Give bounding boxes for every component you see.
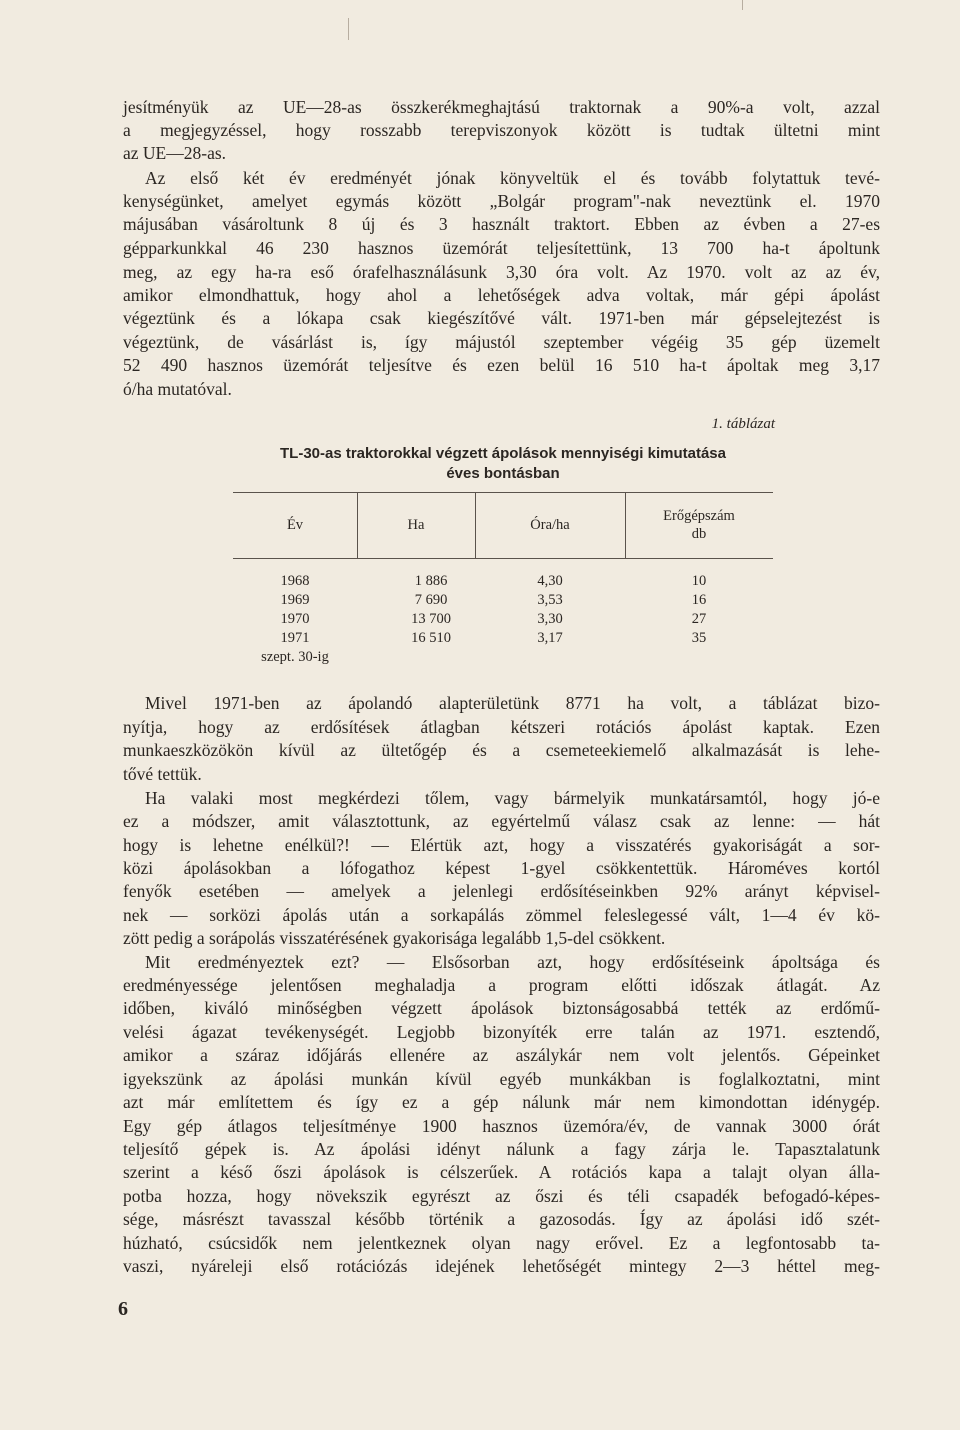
text-line: Ha valaki most megkérdezi tőlem, vagy bármelyik munkatársamtól, hogy jó-e [145,788,880,808]
text-line: Az első két év eredményét jónak könyveltük el és tovább folytattuk tevé- [145,168,880,188]
table-cell: 1969 [280,592,310,608]
scan-mark [348,18,349,40]
table-cell: 7 690 [414,592,448,608]
text-line: közi ápolásokban a lófogathoz képest 1-gyel csökkentettük. Hároméves kortól [123,858,880,878]
header-erogepszam [625,492,773,558]
table-cell: 3,30 [537,611,563,627]
header-ha: Ha [407,517,425,533]
table-header-rule [233,558,773,559]
table-cell: 1970 [280,611,310,627]
column-erogepszam [625,572,773,648]
table-cell: 1968 [280,573,310,589]
text-line: Egy gép átlagos teljesítménye 1900 hasznos üzemóra/év, de vannak 3000 órát [123,1116,880,1136]
text-line: végeztünk és a lókapa csak kiegészítővé vált. 1971-ben már gépselejtezést is [123,308,880,328]
text-line: húzható, csúcsidők nem jelentkeznek olyan nagy erővel. Ez a legfontosabb ta- [123,1233,880,1253]
text-line: amikor elmondhattuk, hogy ahol a lehetőségek adva voltak, már gépi ápolást [123,285,880,305]
text-line: nek — sorközi ápolás után a sorkapálás zömmel feleslegessé vált, 1—4 év kö- [123,905,880,925]
header-ora-ha: Óra/ha [530,517,570,533]
text-line: végeztünk, de vásárlást is, így májustól szeptember végéig 35 gép üzemelt [123,332,880,352]
text-line: meg, az egy ha-ra eső órafelhasználásunk 3,30 óra volt. Az 1970. volt az az év, [123,262,880,282]
text-line: azt már említettem és így ez a gép nálunk már nem kimondottan idénygép. [123,1092,880,1112]
table-subtitle: éves bontásban [446,465,560,482]
text-line: májusában vásároltunk 8 új és 3 használt traktort. Ebben az évben a 27-es [123,214,880,234]
text-line: az UE—28-as. [123,143,227,163]
table-cell: 35 [691,630,707,646]
text-line: nyítja, hogy az erdősítések átlagban kétszeri rotációs ápolást kaptak. Ezen [123,717,880,737]
column-year [233,572,357,667]
text-line: potba hozza, hogy növekszik egyrészt az őszi és téli csapadék befogadó-képes- [123,1186,880,1206]
text-line: időben, kiváló minőségben végzett ápolások biztonságosabbá tették az erdőmű- [123,998,880,1018]
table-cell: 4,30 [537,573,563,589]
text-line: velési ágazat tevékenységét. Legjobb bizonyíték erre talán az 1971. esztendő, [123,1022,880,1042]
text-line: igyekszünk az ápolási munkán kívül egyéb munkákban is foglalkoztatni, mint [123,1069,880,1089]
text-line: ez a módszer, amit választottunk, az egyértelmű válasz csak az lenne: — hát [123,811,880,831]
text-line: ó/ha mutatóval. [123,379,232,399]
text-line: 52 490 hasznos üzemórát teljesítve és ezen belül 16 510 ha-t ápoltak meg 3,17 [123,355,880,375]
table-cell: 16 510 [411,630,451,646]
table-cell: 27 [691,611,707,627]
table-cell: 3,53 [537,592,563,608]
text-line: vaszi, nyáreleji első rotációzás idejének lehetőségét mintegy 2—3 héttel meg- [123,1256,880,1276]
text-line: jesítményük az UE—28-as összkerékmeghajtású traktornak a 90%-a volt, azzal [123,97,880,117]
text-line: fenyők esetében — amelyek a jelenlegi erdősítéseinkben 92% arányt képvisel- [123,881,880,901]
header-year: Év [286,517,304,533]
column-ora-ha [475,572,625,648]
text-line: gépparkunkkal 46 230 hasznos üzemórát teljesítettünk, 13 700 ha-t ápoltunk [123,238,880,258]
text-line: sége, másrészt tavasszal később történik a gazosodás. Így az ápolási idő szét- [123,1209,880,1229]
table-cell: 16 [691,592,707,608]
table-cell: 1971 [280,630,310,646]
table-cell: 13 700 [411,611,451,627]
table-title: TL-30-as traktorokkal végzett ápolások mennyiségi kimutatása [280,445,726,462]
text-line: Mit eredményeztek ezt? — Elsősorban azt, hogy erdősítéseink ápoltsága és [145,952,880,972]
header-erogepszam-label: Erőgépszám [663,508,735,524]
text-line: kenységünket, amelyet egymás között „Bolgár program"-nak neveztünk el. 1970 [123,191,880,211]
text-line: eredményessége jelentősen meghaladja a program előtti időszak átlagát. Az [123,975,880,995]
text-line: amikor a száraz időjárás ellenére az aszálykár nem volt jelentős. Gépeinket [123,1045,880,1065]
text-line: munkaeszközökön kívül az ültetőgép és a csemeteekiemelő alkalmazását is lehe- [123,740,880,760]
scan-mark [742,0,743,10]
text-line: hogy is lehetne enélkül?! — Elértük azt, hogy a visszatérés gyakoriságát a sor- [123,835,880,855]
text-line: zött pedig a sorápolás visszatérésének gyakorisága legalább 1,5-del csökkent. [123,928,666,948]
table-cell: 10 [691,573,707,589]
text-line: Mivel 1971-ben az ápolandó alapterületünk 8771 ha volt, a táblázat bizo- [145,693,880,713]
table-cell: 3,17 [537,630,563,646]
page-number: 6 [118,1298,128,1320]
table-cell: 1 886 [414,573,448,589]
header-erogepszam-unit: db [691,526,707,542]
text-line: teljesítő gépek is. Az ápolási idényt nálunk a fagy zárja le. Tapasztalatunk [123,1139,880,1159]
data-table [233,492,773,672]
text-line: a megjegyzéssel, hogy rosszabb terepviszonyok között is tudtak ültetni mint [123,120,880,140]
text-line: szerint a késő őszi ápolások is célszerűek. A rotációs kapa a talajt olyan álla- [123,1162,880,1182]
text-line: tővé tettük. [123,764,202,784]
table-cell: szept. 30-ig [261,649,329,665]
table-label: 1. táblázat [711,416,775,432]
